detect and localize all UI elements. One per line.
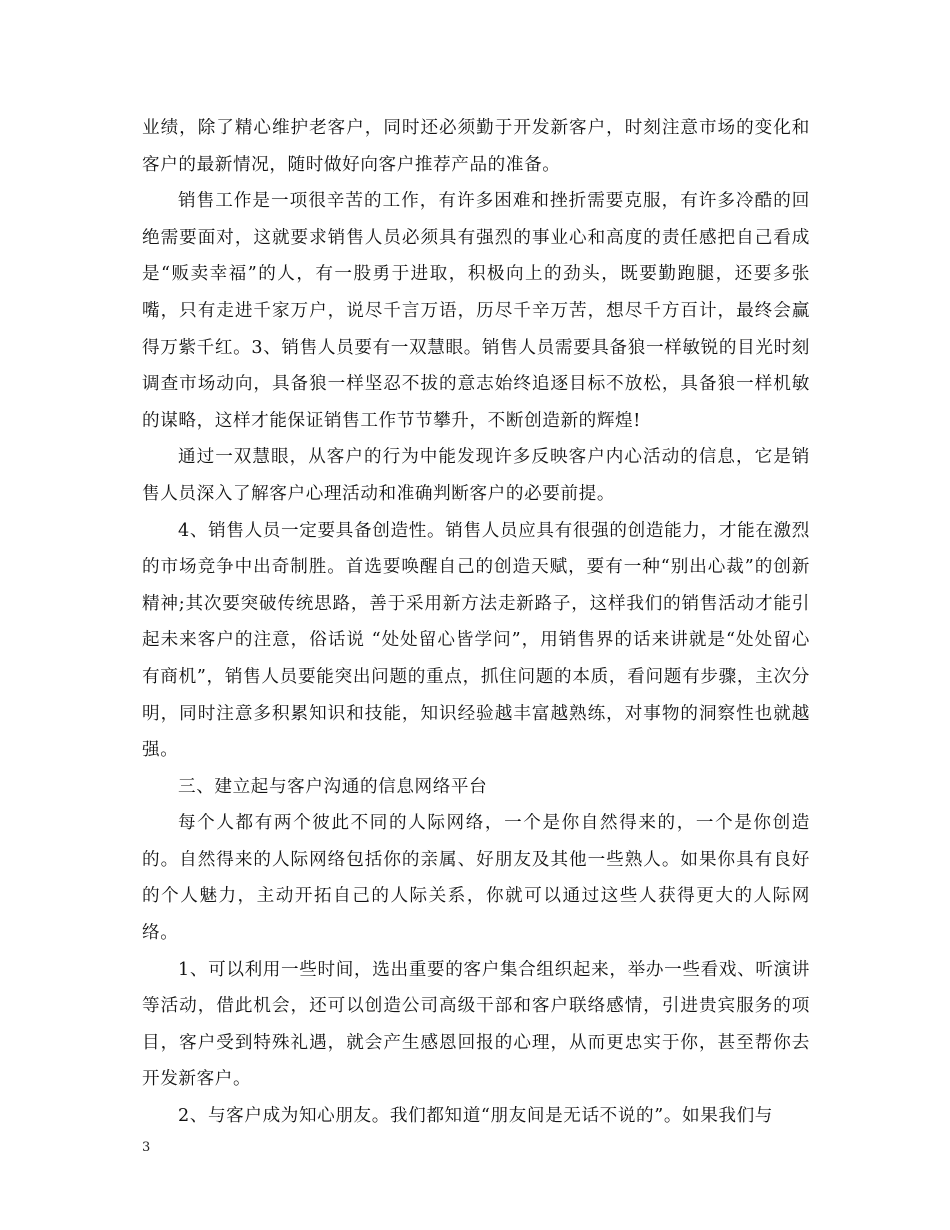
paragraph-4: 4、销售人员一定要具备创造性。销售人员应具有很强的创造能力，才能在激烈的市场竞争中出奇制胜。首选要唤醒自己的创造天赋，要有一种“别出心裁”的创新精神;其次要突破传统思路，善于采用新方法走新路子，这样我们的销售活动才能引起未来客户的注意，俗话说 “处处留心皆学问”，用销售界的话来讲就是“处处留心有商机”，销售人员要能突出问题的重点，抓住问题的本质，看问题有步骤，主次分明，同时注意多积累知识和技能，知识经验越丰富越熟练，对事物的洞察性也就越强。 [142, 520, 810, 761]
paragraph-1: 业绩，除了精心维护老客户，同时还必须勤于开发新客户，时刻注意市场的变化和客户的最新情况，随时做好向客户推荐产品的准备。 [142, 118, 810, 175]
page-number: 3 [142, 1140, 151, 1155]
section-heading: 三、建立起与客户沟通的信息网络平台 [178, 776, 488, 797]
paragraph-3: 通过一双慧眼，从客户的行为中能发现许多反映客户内心活动的信息，它是销售人员深入了解客户心理活动和准确判断客户的必要前提。 [142, 447, 810, 504]
paragraph-7: 2、与客户成为知心朋友。我们都知道“朋友间是无话不说的”。如果我们与 [178, 1106, 773, 1127]
paragraph-6: 1、可以利用一些时间，选出重要的客户集合组织起来，举办一些看戏、听演讲等活动，借此机会，还可以创造公司高级干部和客户联络感情，引进贵宾服务的项目，客户受到特殊礼遇，就会产生感恩回报的心理，从而更忠实于你，甚至帮你去开发新客户。 [142, 959, 810, 1090]
document-body [142, 110, 810, 1135]
paragraph-5: 每个人都有两个彼此不同的人际网络，一个是你自然得来的，一个是你创造的。自然得来的人际网络包括你的亲属、好朋友及其他一些熟人。如果你具有良好的个人魅力，主动开拓自己的人际关系，你就可以通过这些人获得更大的人际网络。 [142, 813, 810, 944]
paragraph-2: 销售工作是一项很辛苦的工作，有许多困难和挫折需要克服，有许多冷酷的回绝需要面对，这就要求销售人员必须具有强烈的事业心和高度的责任感把自己看成是“贩卖幸福”的人，有一股勇于进取，积极向上的劲头，既要勤跑腿，还要多张嘴，只有走进千家万户，说尽千言万语，历尽千辛万苦，想尽千方百计，最终会赢得万紫千红。3、销售人员要有一双慧眼。销售人员需要具备狼一样敏锐的目光时刻调查市场动向，具备狼一样坚忍不拔的意志始终追逐目标不放松，具备狼一样机敏的谋略，这样才能保证销售工作节节攀升，不断创造新的辉煌! [142, 191, 810, 431]
